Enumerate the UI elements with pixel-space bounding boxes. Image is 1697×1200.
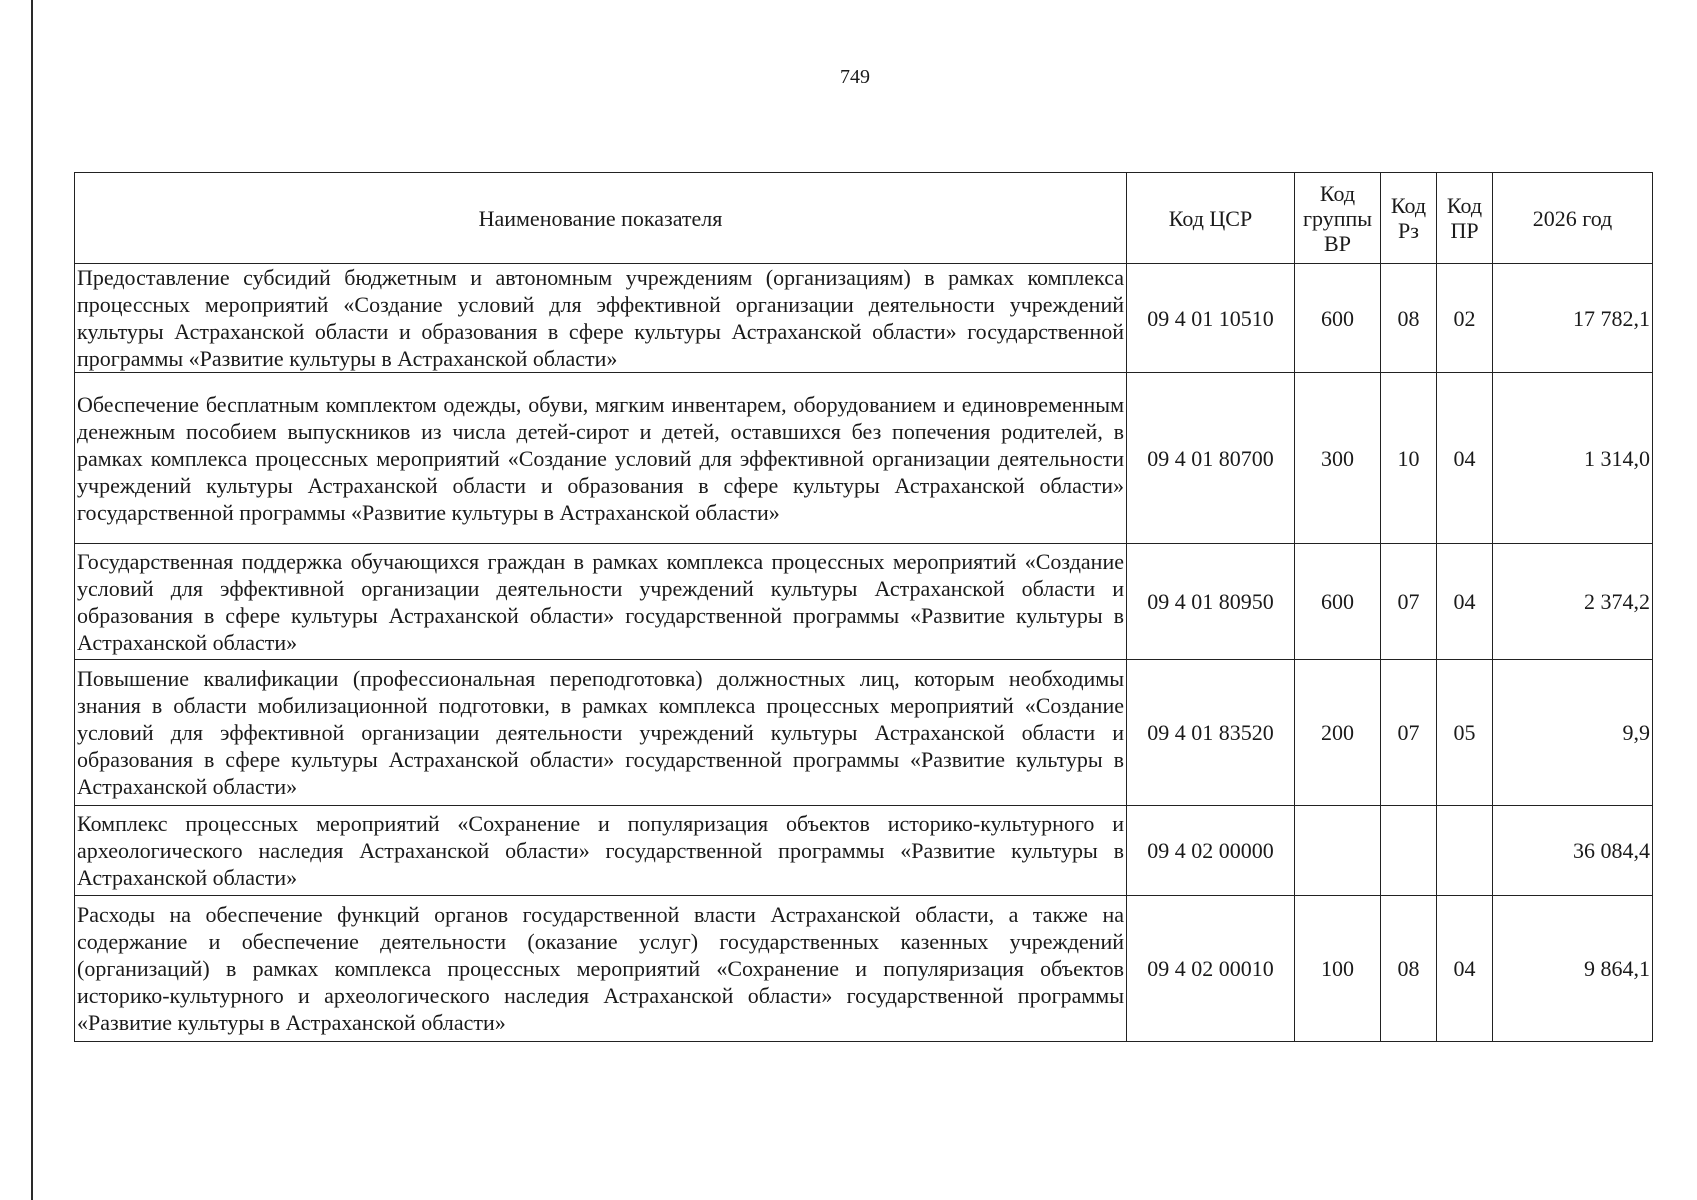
row-csr-code: 09 4 01 80700 bbox=[1127, 373, 1295, 544]
row-pr-code: 04 bbox=[1437, 896, 1493, 1042]
row-rz-code: 07 bbox=[1381, 544, 1437, 660]
table-body bbox=[75, 264, 1653, 1042]
row-rz-code: 08 bbox=[1381, 896, 1437, 1042]
row-csr-code: 09 4 01 80950 bbox=[1127, 544, 1295, 660]
row-vr-code: 100 bbox=[1295, 896, 1381, 1042]
table-row bbox=[75, 806, 1653, 896]
row-csr-code: 09 4 02 00000 bbox=[1127, 806, 1295, 896]
table-row bbox=[75, 544, 1653, 660]
row-rz-code: 07 bbox=[1381, 660, 1437, 806]
header-vr-code: Код группы ВР bbox=[1295, 173, 1381, 264]
header-row bbox=[75, 173, 1653, 264]
row-vr-code: 300 bbox=[1295, 373, 1381, 544]
row-pr-code: 04 bbox=[1437, 373, 1493, 544]
header-rz-code: Код Рз bbox=[1381, 173, 1437, 264]
row-vr-code: 600 bbox=[1295, 544, 1381, 660]
row-pr-code: 02 bbox=[1437, 264, 1493, 373]
row-name: Обеспечение бесплатным комплектом одежды, обуви, мягким инвентарем, оборудованием и единовременным денежным пособием выпускников из числа детей-сирот и детей, оставшихся без попечения родителей, в рамках комплекса процессных мероприятий «Создание условий для эффективной организации деятельности учреждений культуры Астраханской области и образования в сфере культуры Астраханской области» государственной программы «Развитие культуры в Астраханской области» bbox=[75, 373, 1127, 544]
row-name: Комплекс процессных мероприятий «Сохранение и популяризация объектов историко-культурного и археологического наследия Астраханской области» государственной программы «Развитие культуры в Астраханской области» bbox=[75, 806, 1127, 896]
row-name: Повышение квалификации (профессиональная переподготовка) должностных лиц, которым необходимы знания в области мобилизационной подготовки, в рамках комплекса процессных мероприятий «Создание условий для эффективной организации деятельности учреждений культуры Астраханской области и образования в сфере культуры Астраханской области» государственной программы «Развитие культуры в Астраханской области» bbox=[75, 660, 1127, 806]
row-vr-code: 600 bbox=[1295, 264, 1381, 373]
row-pr-code: 05 bbox=[1437, 660, 1493, 806]
header-csr-code: Код ЦСР bbox=[1127, 173, 1295, 264]
row-vr-code: 200 bbox=[1295, 660, 1381, 806]
row-csr-code: 09 4 01 83520 bbox=[1127, 660, 1295, 806]
table-header bbox=[75, 173, 1653, 264]
row-amount: 9,9 bbox=[1493, 660, 1653, 806]
row-name: Государственная поддержка обучающихся граждан в рамках комплекса процессных мероприятий «Создание условий для эффективной организации деятельности учреждений культуры Астраханской области и образования в сфере культуры Астраханской области» государственной программы «Развитие культуры в Астраханской области» bbox=[75, 544, 1127, 660]
table-row bbox=[75, 373, 1653, 544]
header-name: Наименование показателя bbox=[75, 173, 1127, 264]
row-csr-code: 09 4 01 10510 bbox=[1127, 264, 1295, 373]
header-pr-code: Код ПР bbox=[1437, 173, 1493, 264]
row-rz-code: 08 bbox=[1381, 264, 1437, 373]
row-csr-code: 09 4 02 00010 bbox=[1127, 896, 1295, 1042]
budget-table bbox=[74, 172, 1653, 1042]
row-amount: 36 084,4 bbox=[1493, 806, 1653, 896]
row-name: Предоставление субсидий бюджетным и автономным учреждениям (организациям) в рамках комплекса процессных мероприятий «Создание условий для эффективной организации деятельности учреждений культуры Астраханской области и образования в сфере культуры Астраханской области» государственной программы «Развитие культуры в Астраханской области» bbox=[75, 264, 1127, 373]
header-year-2026: 2026 год bbox=[1493, 173, 1653, 264]
row-vr-code bbox=[1295, 806, 1381, 896]
row-pr-code: 04 bbox=[1437, 544, 1493, 660]
page-number: 749 bbox=[840, 66, 870, 88]
left-margin-line bbox=[31, 0, 33, 1200]
table-row bbox=[75, 660, 1653, 806]
table-row bbox=[75, 896, 1653, 1042]
row-amount: 9 864,1 bbox=[1493, 896, 1653, 1042]
row-pr-code bbox=[1437, 806, 1493, 896]
row-amount: 2 374,2 bbox=[1493, 544, 1653, 660]
row-amount: 17 782,1 bbox=[1493, 264, 1653, 373]
row-amount: 1 314,0 bbox=[1493, 373, 1653, 544]
row-rz-code bbox=[1381, 806, 1437, 896]
row-name: Расходы на обеспечение функций органов государственной власти Астраханской области, а также на содержание и обеспечение деятельности (оказание услуг) государственных казенных учреждений (организаций) в рамках комплекса процессных мероприятий «Сохранение и популяризация объектов историко-культурного и археологического наследия Астраханской области» государственной программы «Развитие культуры в Астраханской области» bbox=[75, 896, 1127, 1042]
row-rz-code: 10 bbox=[1381, 373, 1437, 544]
table-row bbox=[75, 264, 1653, 373]
